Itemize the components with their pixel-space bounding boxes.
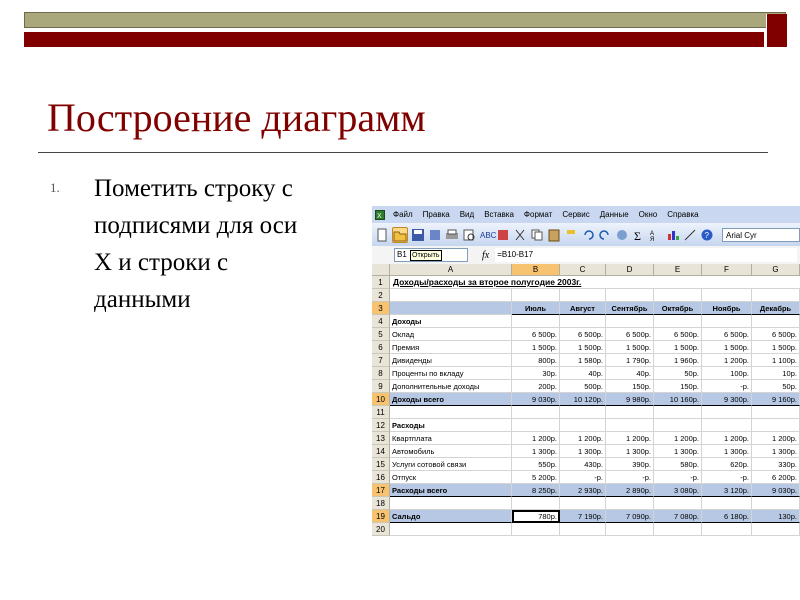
formula-input[interactable]: =B10-B17 <box>495 248 797 262</box>
value-cell[interactable]: 6 500р. <box>606 328 654 341</box>
new-document-icon[interactable] <box>375 228 389 242</box>
value-cell[interactable]: 130р. <box>752 510 800 523</box>
value-cell[interactable]: 9 030р. <box>752 484 800 497</box>
value-cell[interactable]: 6 500р. <box>560 328 606 341</box>
grid-cell[interactable] <box>512 315 560 328</box>
paste-icon[interactable] <box>547 228 561 242</box>
value-cell[interactable]: 430р. <box>560 458 606 471</box>
row-header[interactable]: 9 <box>372 380 390 393</box>
value-cell[interactable]: 1 300р. <box>512 445 560 458</box>
svg-text:Я: Я <box>650 236 655 243</box>
value-cell[interactable]: 6 200р. <box>752 471 800 484</box>
value-cell[interactable]: 580р. <box>654 458 702 471</box>
value-cell[interactable]: 1 200р. <box>606 432 654 445</box>
value-cell[interactable]: 1 500р. <box>512 341 560 354</box>
value-cell[interactable]: 5 200р. <box>512 471 560 484</box>
grid-cell[interactable] <box>606 406 654 419</box>
active-cell-outline <box>512 510 560 523</box>
open-tooltip: Открыть <box>412 252 440 259</box>
grid-cell[interactable] <box>654 289 702 302</box>
value-cell[interactable]: 200р. <box>512 380 560 393</box>
grid-cell[interactable] <box>390 497 512 510</box>
hyperlink-icon[interactable] <box>615 228 629 242</box>
value-cell[interactable]: 800р. <box>512 354 560 367</box>
research-icon[interactable] <box>496 228 510 242</box>
menu-item[interactable]: Формат <box>523 210 553 219</box>
grid-cell[interactable] <box>654 276 702 289</box>
value-cell[interactable]: 3 080р. <box>654 484 702 497</box>
svg-text:Σ: Σ <box>634 228 641 243</box>
spelling-icon[interactable] <box>479 228 497 242</box>
value-cell[interactable]: 1 200р. <box>560 432 606 445</box>
value-cell[interactable]: 1 960р. <box>654 354 702 367</box>
menu-item[interactable]: Справка <box>667 210 699 219</box>
value-cell[interactable]: 1 300р. <box>654 445 702 458</box>
row-label-cell[interactable]: Дивиденды <box>390 354 512 367</box>
grid-cell[interactable] <box>390 289 512 302</box>
column-header[interactable]: E <box>654 264 702 276</box>
month-header-cell[interactable]: Октябрь <box>654 302 702 315</box>
grid-cell[interactable] <box>512 497 560 510</box>
month-header-cell[interactable]: Июль <box>512 302 560 315</box>
value-cell[interactable]: 1 300р. <box>606 445 654 458</box>
value-cell[interactable]: 620р. <box>702 458 752 471</box>
row-label-cell[interactable]: Премия <box>390 341 512 354</box>
grid-cell[interactable] <box>752 523 800 536</box>
grid-cell[interactable] <box>702 315 752 328</box>
grid-cell[interactable] <box>606 523 654 536</box>
grid-cell[interactable] <box>702 419 752 432</box>
row-label-cell[interactable]: Автомобиль <box>390 445 512 458</box>
print-icon[interactable] <box>445 228 459 242</box>
grid-cell[interactable] <box>560 497 606 510</box>
row-header[interactable]: 13 <box>372 432 390 445</box>
row-header[interactable]: 6 <box>372 341 390 354</box>
undo-icon[interactable] <box>581 228 595 242</box>
value-cell[interactable]: 150р. <box>606 380 654 393</box>
value-cell[interactable]: -р. <box>606 471 654 484</box>
month-header-cell[interactable]: Сентябрь <box>606 302 654 315</box>
grid-cell[interactable] <box>702 289 752 302</box>
grid-cell[interactable] <box>512 523 560 536</box>
row-label-cell[interactable]: Доходы <box>390 315 512 328</box>
value-cell[interactable]: 1 300р. <box>752 445 800 458</box>
grid-cell[interactable] <box>390 523 512 536</box>
row-header[interactable]: 8 <box>372 367 390 380</box>
grid-cell[interactable] <box>752 497 800 510</box>
value-cell[interactable]: 550р. <box>512 458 560 471</box>
value-cell[interactable]: 1 500р. <box>606 341 654 354</box>
value-cell[interactable]: 9 160р. <box>752 393 800 406</box>
value-cell[interactable]: 1 500р. <box>560 341 606 354</box>
autosum-icon[interactable] <box>632 228 646 242</box>
grid-cell[interactable] <box>702 523 752 536</box>
grid-cell[interactable] <box>606 497 654 510</box>
value-cell[interactable]: 1 100р. <box>752 354 800 367</box>
value-cell[interactable]: 1 580р. <box>560 354 606 367</box>
value-cell[interactable]: 7 190р. <box>560 510 606 523</box>
row-label-cell[interactable]: Расходы <box>390 419 512 432</box>
value-cell[interactable]: 6 500р. <box>752 328 800 341</box>
permission-icon[interactable] <box>428 228 442 242</box>
row-header[interactable]: 11 <box>372 406 390 419</box>
column-header[interactable]: D <box>606 264 654 276</box>
value-cell[interactable]: 40р. <box>606 367 654 380</box>
slide-title: Построение диаграмм <box>47 95 426 140</box>
value-cell[interactable]: 9 030р. <box>512 393 560 406</box>
grid-cell[interactable] <box>654 419 702 432</box>
value-cell[interactable]: 6 180р. <box>702 510 752 523</box>
select-all-corner[interactable] <box>372 264 390 276</box>
value-cell[interactable]: 1 300р. <box>702 445 752 458</box>
grid-cell[interactable] <box>752 276 800 289</box>
value-cell[interactable]: 1 500р. <box>654 341 702 354</box>
value-cell[interactable]: 9 300р. <box>702 393 752 406</box>
value-cell[interactable]: 10 160р. <box>654 393 702 406</box>
svg-text:?: ? <box>704 230 709 240</box>
column-header[interactable]: B <box>512 264 560 276</box>
copy-icon[interactable] <box>530 228 544 242</box>
value-cell[interactable]: 390р. <box>606 458 654 471</box>
value-cell[interactable]: 10 120р. <box>560 393 606 406</box>
grid-cell[interactable] <box>702 497 752 510</box>
value-cell[interactable]: 10р. <box>752 367 800 380</box>
font-name-select[interactable]: Arial Cyr <box>722 228 800 242</box>
grid-cell[interactable] <box>512 419 560 432</box>
grid-cell[interactable] <box>702 406 752 419</box>
grid-cell[interactable] <box>654 523 702 536</box>
row-header[interactable]: 15 <box>372 458 390 471</box>
grid-cell[interactable] <box>752 289 800 302</box>
value-cell[interactable]: 8 250р. <box>512 484 560 497</box>
value-cell[interactable]: 3 120р. <box>702 484 752 497</box>
value-cell[interactable]: 1 200р. <box>752 432 800 445</box>
redo-icon[interactable] <box>598 228 612 242</box>
grid-cell[interactable] <box>606 315 654 328</box>
svg-text:А: А <box>650 230 655 237</box>
value-cell[interactable]: 40р. <box>560 367 606 380</box>
grid-cell[interactable] <box>752 315 800 328</box>
menu-item[interactable]: Сервис <box>562 210 590 219</box>
menu-item[interactable]: Окно <box>638 210 658 219</box>
row-header[interactable]: 2 <box>372 289 390 302</box>
menu-item[interactable]: Файл <box>393 210 413 219</box>
grid-cell[interactable] <box>560 315 606 328</box>
row-header[interactable]: 17 <box>372 484 390 497</box>
chart-wizard-icon[interactable] <box>666 228 680 242</box>
row-header[interactable]: 18 <box>372 497 390 510</box>
row-label-cell[interactable]: Оклад <box>390 328 512 341</box>
value-cell[interactable]: -р. <box>654 471 702 484</box>
value-cell[interactable]: 330р. <box>752 458 800 471</box>
grid-cell[interactable] <box>560 419 606 432</box>
value-cell[interactable]: 150р. <box>654 380 702 393</box>
row-label-cell[interactable]: Дополнительные доходы <box>390 380 512 393</box>
decor-red-bar <box>24 32 764 47</box>
sort-ascending-icon[interactable] <box>649 228 663 242</box>
value-cell[interactable]: 1 200р. <box>654 432 702 445</box>
menu-item[interactable]: Вид <box>459 210 475 219</box>
grid-cell[interactable] <box>512 406 560 419</box>
row-header[interactable]: 14 <box>372 445 390 458</box>
bullet-text: Пометить строку с подписями для оси X и строки с данными <box>94 175 298 313</box>
row-header[interactable]: 4 <box>372 315 390 328</box>
row-header[interactable]: 19 <box>372 510 390 523</box>
name-box-value: B1 <box>397 250 407 259</box>
row-label-cell[interactable]: Сальдо <box>390 510 512 523</box>
column-header[interactable]: C <box>560 264 606 276</box>
row-header[interactable]: 7 <box>372 354 390 367</box>
open-folder-icon[interactable] <box>392 227 408 243</box>
format-painter-icon[interactable] <box>564 228 578 242</box>
svg-text:ABC: ABC <box>480 230 497 240</box>
month-header-cell[interactable]: Август <box>560 302 606 315</box>
value-cell[interactable]: 6 500р. <box>512 328 560 341</box>
title-divider <box>38 152 768 153</box>
row-header[interactable]: 1 <box>372 276 390 289</box>
value-cell[interactable]: 7 080р. <box>654 510 702 523</box>
value-cell[interactable]: 780р. <box>512 510 560 523</box>
row-label-cell[interactable]: Услуги сотовой связи <box>390 458 512 471</box>
value-cell[interactable]: 2 930р. <box>560 484 606 497</box>
value-cell[interactable]: 2 890р. <box>606 484 654 497</box>
formula-bar <box>372 246 800 264</box>
grid-cell[interactable] <box>390 406 512 419</box>
menu-item[interactable]: Данные <box>599 210 629 219</box>
value-cell[interactable]: 6 500р. <box>702 328 752 341</box>
value-cell[interactable]: 50р. <box>654 367 702 380</box>
excel-menubar <box>372 206 800 223</box>
row-label-cell[interactable]: Доходы всего <box>390 393 512 406</box>
grid-cell[interactable] <box>654 406 702 419</box>
value-cell[interactable]: 1 790р. <box>606 354 654 367</box>
value-cell[interactable]: -р. <box>702 380 752 393</box>
sheet-title: Доходы/расходы за второе полугодие 2003г. <box>393 277 582 287</box>
value-cell[interactable]: 1 200р. <box>702 354 752 367</box>
row-header[interactable]: 10 <box>372 393 390 406</box>
value-cell[interactable]: -р. <box>560 471 606 484</box>
grid-cell[interactable] <box>752 406 800 419</box>
grid-cell[interactable] <box>390 302 512 315</box>
value-cell[interactable]: 9 980р. <box>606 393 654 406</box>
decor-top-bar <box>24 12 786 28</box>
cut-icon[interactable] <box>513 228 527 242</box>
row-label-cell[interactable]: Отпуск <box>390 471 512 484</box>
menu-item[interactable]: Вставка <box>484 210 514 219</box>
value-cell[interactable]: 1 500р. <box>702 341 752 354</box>
print-preview-icon[interactable] <box>462 228 476 242</box>
value-cell[interactable]: 30р. <box>512 367 560 380</box>
help-icon[interactable] <box>700 228 714 242</box>
grid-cell[interactable] <box>606 419 654 432</box>
svg-text:X: X <box>377 212 382 220</box>
value-cell[interactable]: 1 300р. <box>560 445 606 458</box>
grid-cell[interactable] <box>606 289 654 302</box>
grid-cell[interactable] <box>560 523 606 536</box>
value-cell[interactable]: 7 090р. <box>606 510 654 523</box>
month-header-cell[interactable]: Ноябрь <box>702 302 752 315</box>
value-cell[interactable]: 100р. <box>702 367 752 380</box>
value-cell[interactable]: 50р. <box>752 380 800 393</box>
month-header-cell[interactable]: Декабрь <box>752 302 800 315</box>
drawing-icon[interactable] <box>683 228 697 242</box>
grid-cell[interactable] <box>560 289 606 302</box>
row-header[interactable]: 12 <box>372 419 390 432</box>
excel-doc-icon <box>372 206 388 223</box>
grid-cell[interactable] <box>752 419 800 432</box>
excel-screenshot <box>372 206 800 534</box>
column-header[interactable]: A <box>390 264 512 276</box>
value-cell[interactable]: 6 500р. <box>654 328 702 341</box>
row-header[interactable]: 5 <box>372 328 390 341</box>
grid-cell[interactable] <box>606 276 654 289</box>
row-label-cell[interactable]: Проценты по вкладу <box>390 367 512 380</box>
grid-cell[interactable] <box>560 406 606 419</box>
column-header[interactable]: F <box>702 264 752 276</box>
row-label-cell[interactable]: Квартплата <box>390 432 512 445</box>
value-cell[interactable]: -р. <box>702 471 752 484</box>
menu-item[interactable]: Правка <box>422 210 450 219</box>
grid-cell[interactable] <box>702 276 752 289</box>
grid-cell[interactable] <box>512 289 560 302</box>
bullet-number: 1. <box>50 180 60 195</box>
row-header[interactable]: 3 <box>372 302 390 315</box>
row-header[interactable]: 16 <box>372 471 390 484</box>
column-header[interactable]: G <box>752 264 800 276</box>
save-icon[interactable] <box>411 228 425 242</box>
excel-toolbar <box>372 223 800 246</box>
value-cell[interactable]: 1 200р. <box>702 432 752 445</box>
decor-red-square <box>766 14 787 47</box>
value-cell[interactable]: 1 200р. <box>512 432 560 445</box>
grid-cell[interactable] <box>654 315 702 328</box>
value-cell[interactable]: 1 500р. <box>752 341 800 354</box>
fx-icon[interactable]: fx <box>482 249 490 261</box>
value-cell[interactable]: 500р. <box>560 380 606 393</box>
name-box[interactable] <box>394 248 468 262</box>
row-header[interactable]: 20 <box>372 523 390 536</box>
grid-cell[interactable] <box>654 497 702 510</box>
row-label-cell[interactable]: Расходы всего <box>390 484 512 497</box>
